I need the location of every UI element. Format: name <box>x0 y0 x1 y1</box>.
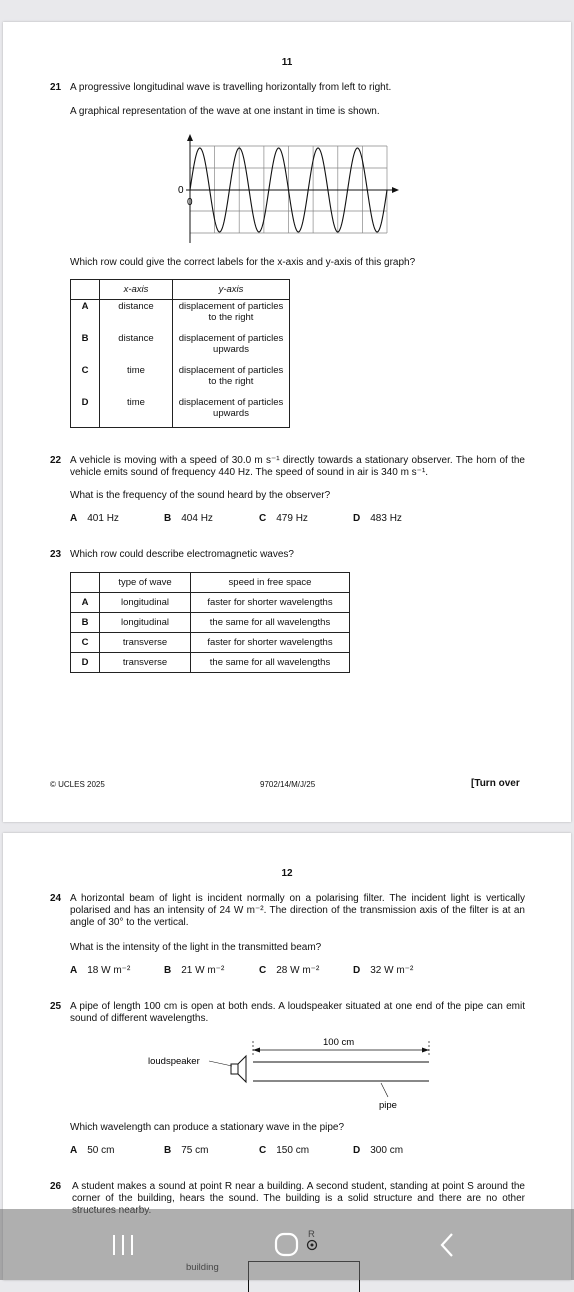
table-cell: transverse <box>100 653 191 673</box>
footer-copyright: © UCLES 2025 <box>50 780 105 789</box>
table-header <box>71 280 100 300</box>
option-d[interactable]: D 483 Hz <box>353 513 402 524</box>
question-text: What is the frequency of the sound heard by the observer? <box>70 490 331 501</box>
option-a[interactable]: A 18 W m⁻² <box>70 965 131 976</box>
option-d[interactable]: D 32 W m⁻² <box>353 965 414 976</box>
wave-graph <box>173 130 413 246</box>
table-cell: the same for all wavelengths <box>191 653 350 673</box>
question-text: Which row could give the correct labels for the x-axis and y-axis of this graph? <box>70 257 416 268</box>
status-bar <box>0 0 574 22</box>
row-label: C <box>71 364 100 396</box>
row-label: D <box>71 396 100 428</box>
q24-options <box>70 965 540 979</box>
question-stem: A student makes a sound at point R near a building. A second student, standing at point S around the corner of the building, hears the sound. The building is a solid structure and there are no other <box>72 1181 525 1204</box>
option-a[interactable]: A 401 Hz <box>70 513 119 524</box>
question-stem: A pipe of length 100 cm is open at both ends. A loudspeaker situated at one end of the pipe can emit sound of different wavelengths. <box>70 1001 525 1024</box>
table-cell: time <box>100 364 173 396</box>
table-cell: displacement of particles upwards <box>173 396 290 428</box>
table-cell: transverse <box>100 633 191 653</box>
question-stem: A progressive longitudinal wave is travelling horizontally from left to right. <box>70 82 392 93</box>
y-axis-arrow <box>187 134 193 141</box>
table-header: y-axis <box>173 280 290 300</box>
row-label: B <box>71 613 100 633</box>
x-axis-arrow <box>392 187 399 193</box>
system-navigation-bar <box>0 1209 574 1280</box>
row-label: A <box>71 593 100 613</box>
table-header: x-axis <box>100 280 173 300</box>
question-text: Which row could describe electromagnetic waves? <box>70 549 294 560</box>
row-label: D <box>71 653 100 673</box>
pipe-label: pipe <box>379 1100 397 1111</box>
speaker-symbol-icon <box>304 1237 320 1253</box>
question-number: 24 <box>50 893 62 904</box>
table-cell: displacement of particles to the right <box>173 364 290 396</box>
back-icon[interactable] <box>436 1231 460 1259</box>
option-c[interactable]: C 479 Hz <box>259 513 308 524</box>
recent-apps-icon[interactable] <box>110 1233 138 1257</box>
table-cell: displacement of particles upwards <box>173 332 290 364</box>
option-b[interactable]: B 21 W m⁻² <box>164 965 225 976</box>
table-header: type of wave <box>100 573 191 593</box>
table-cell: the same for all wavelengths <box>191 613 350 633</box>
page-number: 12 <box>281 868 293 879</box>
x-origin-label: 0 <box>187 197 193 208</box>
table-cell: faster for shorter wavelengths <box>191 633 350 653</box>
table-cell: distance <box>100 332 173 364</box>
question-text: A graphical representation of the wave at one instant in time is shown. <box>70 106 380 117</box>
option-d[interactable]: D 300 cm <box>353 1145 404 1156</box>
table-cell: distance <box>100 300 173 332</box>
page-number: 11 <box>281 57 293 68</box>
question-stem: A horizontal beam of light is incident normally on a polarising filter. The incident light is vertically polarised and has an intensity of 24 W m⁻². The direction of the transmission axis of the filter is at an angle of 30° to the vertical. <box>70 893 525 928</box>
row-label: B <box>71 332 100 364</box>
table-cell: longitudinal <box>100 593 191 613</box>
row-label: C <box>71 633 100 653</box>
exam-page-11 <box>3 22 571 822</box>
q22-options <box>70 513 540 527</box>
table-header <box>71 573 100 593</box>
loudspeaker-label: loudspeaker <box>148 1056 200 1067</box>
pipe-diagram <box>143 1031 443 1116</box>
home-icon[interactable] <box>272 1231 302 1259</box>
question-number: 25 <box>50 1001 62 1012</box>
question-number: 21 <box>50 82 62 93</box>
option-b[interactable]: B 75 cm <box>164 1145 209 1156</box>
option-c[interactable]: C 28 W m⁻² <box>259 965 320 976</box>
table-cell: faster for shorter wavelengths <box>191 593 350 613</box>
table-header: speed in free space <box>191 573 350 593</box>
table-cell: displacement of particles to the right <box>173 300 290 332</box>
footer-turn-over: [Turn over <box>471 778 520 789</box>
y-origin-label: 0 <box>178 185 184 196</box>
question-text: Which wavelength can produce a stationary wave in the pipe? <box>70 1122 345 1133</box>
q21-answer-table <box>70 279 290 428</box>
question-text: What is the intensity of the light in the transmitted beam? <box>70 942 322 953</box>
loudspeaker-icon <box>231 1056 246 1082</box>
length-label: 100 cm <box>323 1037 355 1048</box>
q25-options <box>70 1145 540 1159</box>
option-c[interactable]: C 150 cm <box>259 1145 310 1156</box>
table-cell: longitudinal <box>100 613 191 633</box>
footer-paper-code: 9702/14/M/J/25 <box>260 780 316 789</box>
question-stem: A vehicle is moving with a speed of 30.0 m s⁻¹ directly towards a stationary observer. The horn of the vehicle emits sound of frequency 440 Hz. The speed of sound in air is 340 m s⁻¹. <box>70 455 525 478</box>
row-label: A <box>71 300 100 332</box>
table-cell: time <box>100 396 173 428</box>
question-number: 22 <box>50 455 62 466</box>
option-a[interactable]: A 50 cm <box>70 1145 115 1156</box>
option-b[interactable]: B 404 Hz <box>164 513 213 524</box>
question-number: 26 <box>50 1181 62 1192</box>
question-number: 23 <box>50 549 62 560</box>
q23-answer-table <box>70 572 350 673</box>
